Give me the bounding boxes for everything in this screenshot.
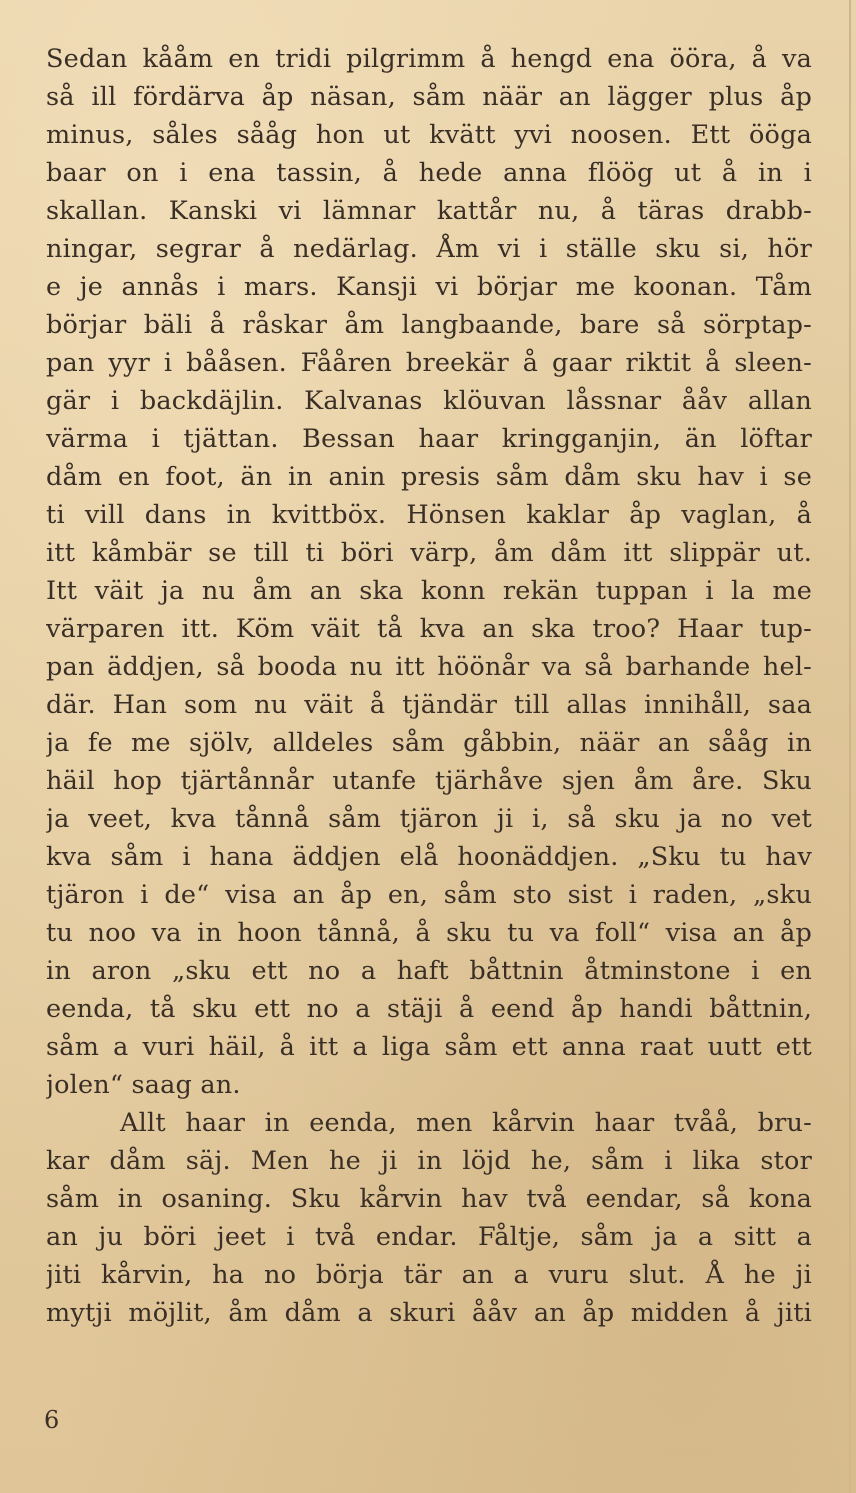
page-edge-shadow [849, 0, 851, 1493]
text-line: jiti kårvin, ha no börja tär an a vuru slut. Å he ji [46, 1260, 812, 1290]
text-line: så ill fördärva åp näsan, såm näär an lägger plus åp [46, 82, 812, 112]
text-line: tjäron i de“ visa an åp en, såm sto sist i raden, „sku [46, 880, 812, 910]
text-line: kar dåm säj. Men he ji in löjd he, såm i lika stor [46, 1146, 812, 1176]
text-line: kva såm i hana äddjen elå hoonäddjen. „Sku tu hav [46, 842, 812, 872]
text-line: baar on i ena tassin, å hede anna flöög ut å in i [46, 158, 812, 188]
text-line: pan yyr i bååsen. Fååren breekär å gaar riktit å sleen- [46, 348, 812, 378]
text-line: värparen itt. Köm väit tå kva an ska troo? Haar tup- [46, 614, 812, 644]
text-line: ja veet, kva tånnå såm tjäron ji i, så sku ja no vet [46, 804, 812, 834]
text-line: pan äddjen, så booda nu itt höönår va så barhande hel- [46, 652, 812, 682]
text-line: an ju böri jeet i två endar. Fåltje, såm ja a sitt a [46, 1222, 812, 1252]
text-line: mytji möjlit, åm dåm a skuri ååv an åp midden å jiti [46, 1298, 812, 1328]
text-line: ti vill dans in kvittböx. Hönsen kaklar åp vaglan, å [46, 500, 812, 530]
text-line: itt kåmbär se till ti böri värp, åm dåm itt slippär ut. [46, 538, 812, 568]
text-line: gär i backdäjlin. Kalvanas klöuvan låssnar ååv allan [46, 386, 812, 416]
text-line: in aron „sku ett no a haft båttnin åtminstone i en [46, 956, 812, 986]
page-number: 6 [44, 1406, 60, 1434]
text-line: där. Han som nu väit å tjändär till allas innihåll, saa [46, 690, 812, 720]
text-line: minus, såles sååg hon ut kvätt yvi noosen. Ett ööga [46, 120, 812, 150]
text-line: såm a vuri häil, å itt a liga såm ett anna raat uutt ett [46, 1032, 812, 1062]
text-line: skallan. Kanski vi lämnar kattår nu, å täras drabb- [46, 196, 812, 226]
text-line: värma i tjättan. Bessan haar kringganjin, än löftar [46, 424, 812, 454]
text-line: häil hop tjärtånnår utanfe tjärhåve sjen åm åre. Sku [46, 766, 812, 796]
text-line: börjar bäli å råskar åm langbaande, bare så sörptap- [46, 310, 812, 340]
text-line: såm in osaning. Sku kårvin hav två eendar, så kona [46, 1184, 812, 1214]
text-line: dåm en foot, än in anin presis såm dåm sku hav i se [46, 462, 812, 492]
text-line: Itt väit ja nu åm an ska konn rekän tuppan i la me [46, 576, 812, 606]
text-line: tu noo va in hoon tånnå, å sku tu va foll“ visa an åp [46, 918, 812, 948]
text-line: jolen“ saag an. [46, 1070, 241, 1100]
text-line: Sedan kååm en tridi pilgrimm å hengd ena ööra, å va [46, 44, 812, 74]
body-text [46, 40, 812, 1332]
text-line: ningar, segrar å nedärlag. Åm vi i ställe sku si, hör [46, 234, 812, 264]
text-line: eenda, tå sku ett no a stäji å eend åp handi båttnin, [46, 994, 812, 1024]
text-line: ja fe me sjölv, alldeles såm gåbbin, näär an sååg in [46, 728, 812, 758]
text-line: e je annås i mars. Kansji vi börjar me koonan. Tåm [46, 272, 812, 302]
text-line: Allt haar in eenda, men kårvin haar tvåå, bru- [120, 1108, 812, 1138]
